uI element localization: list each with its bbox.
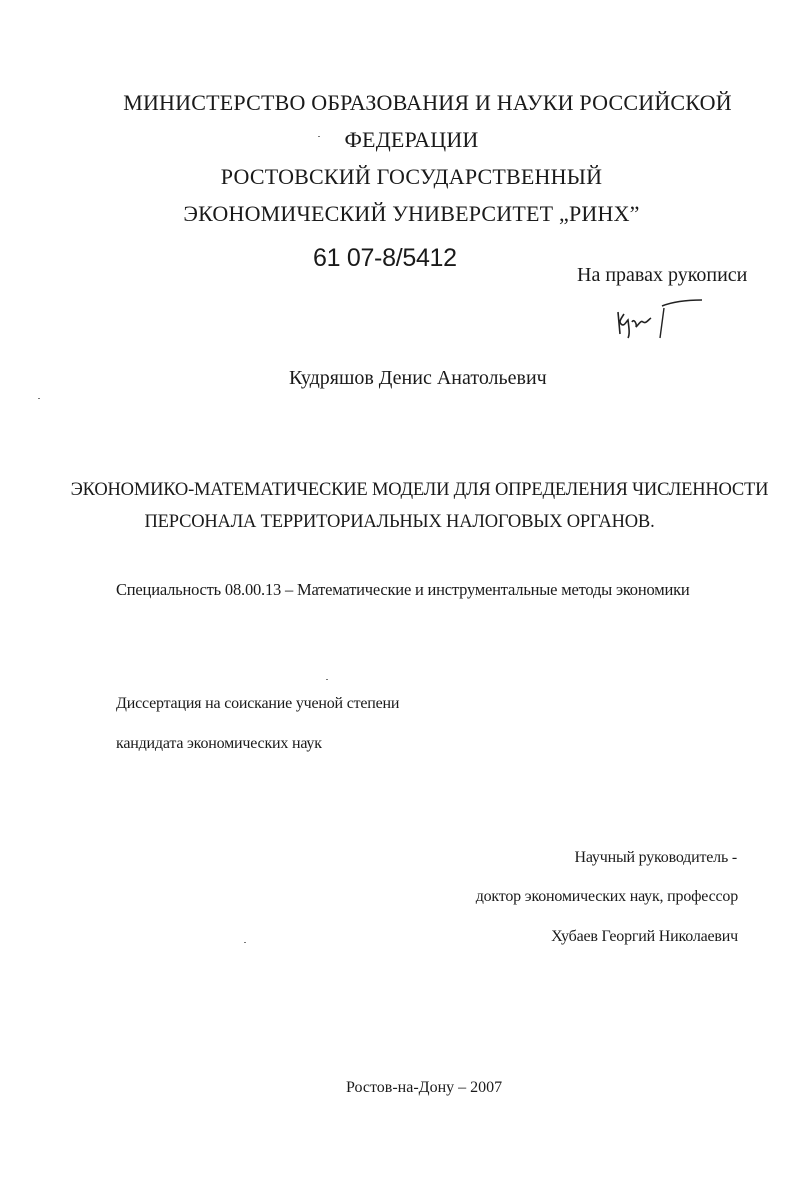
- ministry-header: [0, 84, 799, 232]
- manuscript-rights-label: На правах рукописи: [577, 264, 748, 286]
- degree-line: Диссертация на соискание ученой степени: [116, 695, 400, 712]
- ministry-line: МИНИСТЕРСТВО ОБРАЗОВАНИЯ И НАУКИ РОССИЙСКОЙ: [123, 90, 732, 115]
- title-line: ПЕРСОНАЛА ТЕРРИТОРИАЛЬНЫХ НАЛОГОВЫХ ОРГАНОВ.: [144, 512, 655, 532]
- dissertation-title: [0, 474, 799, 538]
- university-line: РОСТОВСКИЙ ГОСУДАРСТВЕННЫЙ: [220, 164, 603, 189]
- supervisor-degree: доктор экономических наук, профессор: [475, 888, 738, 905]
- scan-speck: [244, 942, 246, 943]
- scan-speck: [326, 679, 328, 680]
- author-name: Кудряшов Денис Анатольевич: [289, 367, 547, 389]
- university-line: ЭКОНОМИЧЕСКИЙ УНИВЕРСИТЕТ „РИНХ”: [183, 201, 640, 226]
- scan-speck: [38, 398, 40, 399]
- scan-speck: [318, 136, 320, 137]
- title-line: ЭКОНОМИКО-МАТЕМАТИЧЕСКИЕ МОДЕЛИ ДЛЯ ОПРЕДЕЛЕНИЯ ЧИСЛЕННОСТИ: [70, 480, 769, 500]
- supervisor-name: Хубаев Георгий Николаевич: [551, 928, 738, 945]
- signature-icon: [606, 294, 706, 344]
- supervisor-label: Научный руководитель -: [574, 849, 737, 866]
- city-year: Ростов-на-Дону – 2007: [346, 1079, 503, 1096]
- ministry-line: ФЕДЕРАЦИИ: [344, 127, 479, 152]
- specialty-text: Специальность 08.00.13 – Математические и инструментальные методы экономики: [116, 580, 690, 599]
- degree-line: кандидата экономических наук: [116, 735, 322, 752]
- library-stamp-number: 61 07-8/5412: [313, 244, 457, 272]
